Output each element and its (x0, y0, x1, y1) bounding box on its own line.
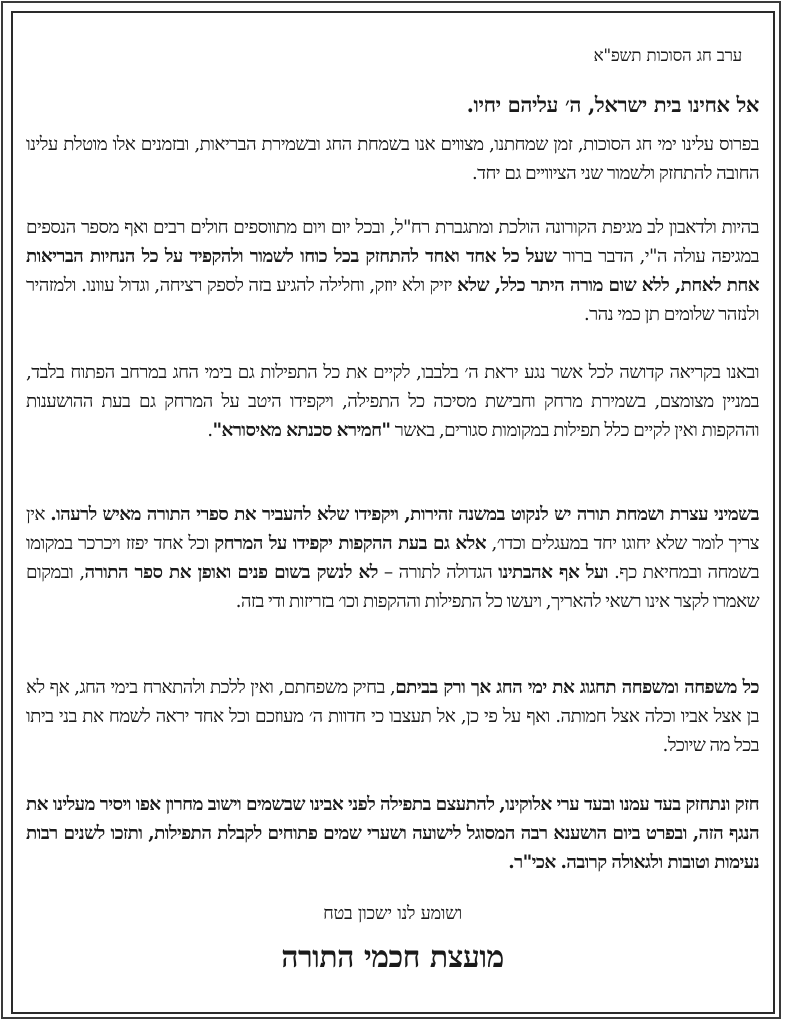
paragraph-blessing (26, 790, 759, 877)
emphasis-segment: לא לנשק בשום פנים ואופן את ספר התורה (84, 562, 378, 583)
emphasis-segment: כל משפחה ומשפחה תחגוג את ימי החג אך ורק בביתם (395, 677, 760, 698)
paragraph-family (26, 673, 759, 760)
text-segment: . (207, 420, 213, 441)
text-segment: בהיות ולדאבון לב מגיפת הקורונה הולכת ומתגברת רח"ל, ובכל יום ויום מתווספים חולים רבים ואף מספר הנספים במגיפה עולה ה"י, הדבר ברור (26, 217, 759, 267)
text-segment: יזיק ולא יוזק, וחלילה להגיע בזה לספק רציחה, וגדול עוונו. ולמזהיר ולנזהר שלומים תן כמי נהר. (26, 275, 759, 325)
emphasis-segment: בשמיני עצרת ושמחת תורה יש לנקוט במשנה זהירות, ויקפידו שלא להעביר את ספרי התורה מאיש לרעהו. (50, 504, 759, 525)
paragraph-prayers (26, 358, 759, 445)
emphasis-segment: שעל כל אחד ואחד להתחזק בכל כוחו לשמור ולהקפיד על כל הנחיות הבריאות אחת לאחת, ללא שום מורה היתר כלל, שלא (26, 246, 760, 296)
text-segment: , ובמקום שאמרו לקצר אינו רשאי להאריך, ויעשו כל התפילות וההקפות וכו׳ בזריזות ודי בזה. (26, 562, 759, 612)
closing-line: ושומע לנו ישכון בטח (323, 903, 462, 924)
paragraph-intro (26, 130, 759, 188)
emphasis-segment: ועל אף אהבתינו (498, 562, 608, 583)
text-segment: , בחיק משפחתם, ואין ללכת ולהתארח בימי החג, אף לא בן אצל אביו וכלה אצל חמותה. ואף על פי כן, אל תעצבו כי חדוות ה׳ מעוזכם וכל אחד יראה לשמח את בני ביתו בכל מה שיוכל. (26, 677, 759, 756)
paragraph-simchat-torah (26, 500, 759, 616)
paragraph-pandemic (26, 213, 759, 329)
text-segment: הגדולה לתורה – (377, 562, 499, 583)
text-segment: אין צריך לומר שלא יחוגו יחד במעגלים וכדו׳, (26, 504, 760, 554)
text-segment: וכל אחד יפזז ויכרכר במקומו בשמחה ובמחיאת כף. (26, 533, 760, 583)
emphasis-segment: "חמירא סכנתא מאיסורא" (212, 420, 391, 441)
text-segment: בפרוס עלינו ימי חג הסוכות, זמן שמחתנו, מצווים אנו בשמחת החג ובשמירת הבריאות, ובזמנים אלו מוטלת עלינו החובה להתחזק ולשמור שני הציוויים גם יחד. (26, 134, 759, 184)
emphasis-segment: אלא גם בעת ההקפות יקפידו על המרחק (214, 533, 487, 554)
emphasis-segment: חזק ונתחזק בעד עמנו ובעד ערי אלוקינו, להתעצם בתפילה לפני אבינו שבשמים וישוב מחרון אפו ויסיר מעלינו את הנגף הזה, ובפרט ביום הושענא רבה המסוגל לישועה ושערי שמים פתוחים לקבלת התפילות, ותזכו לשנים רבות נעימות וטובות ולגאולה קרובה. אכי"ר. (26, 794, 759, 873)
text-segment: ובאנו בקריאה קדושה לכל אשר נגע יראת ה׳ בלבבו, לקיים את כל התפילות גם בימי החג במרחב הפתוח בלבד, במניין מצומצם, בשמירת מרחק וחבישת מסיכה כל התפילה, ויקפידו היטב על המרחק גם בעת ההושענות וההקפות ואין לקיים כלל תפילות במקומות סגורים, באשר (26, 362, 759, 441)
date-line: ערב חג הסוכות תשפ"א (593, 46, 742, 66)
signature: מועצת חכמי התורה (281, 940, 504, 975)
greeting-heading: אל אחינו בית ישראל, ה׳ עליהם יחיו. (466, 92, 759, 117)
